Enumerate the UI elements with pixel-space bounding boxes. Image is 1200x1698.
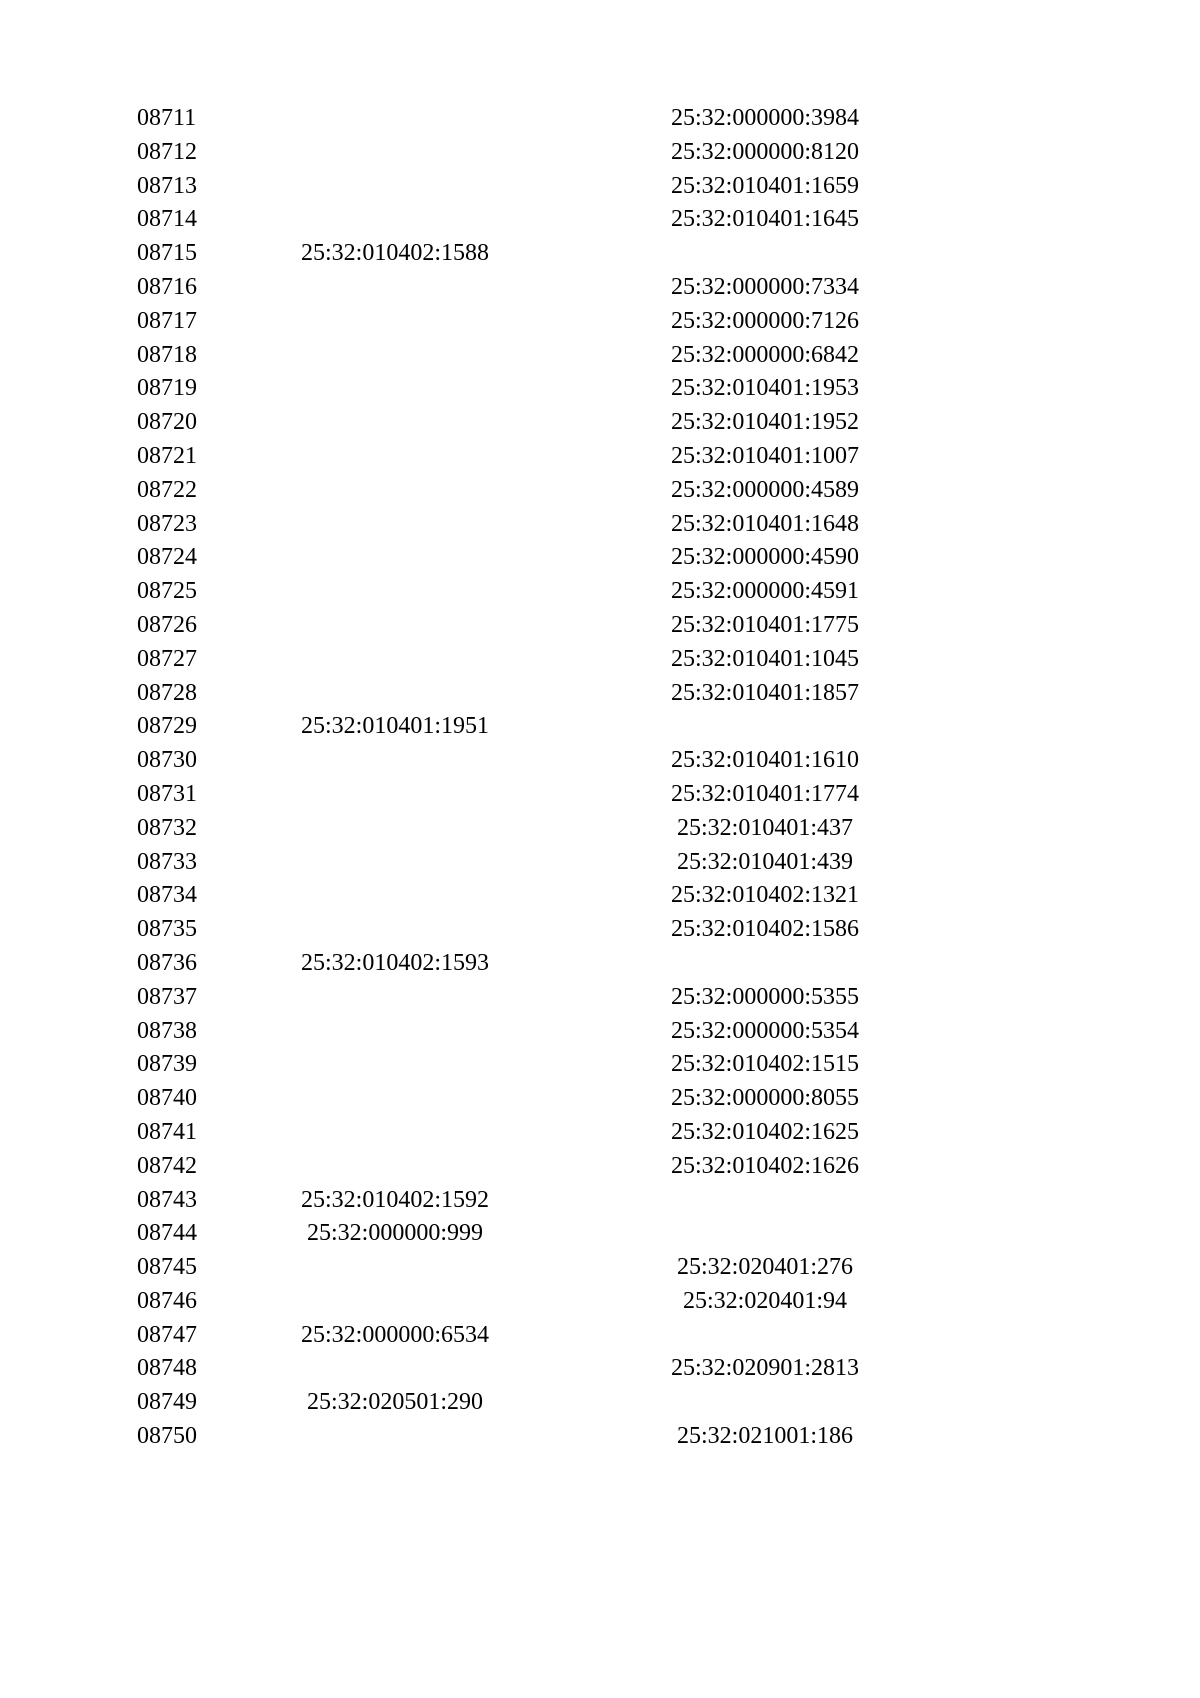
table-row: [0, 677, 1100, 711]
table-row: [0, 1082, 1100, 1116]
table-row: [0, 305, 1100, 339]
cadastral-number-column-b: 25:32:000000:5354: [670, 1017, 859, 1044]
cadastral-number-column-a: [255, 643, 535, 677]
cadastral-number-column-a: [255, 1082, 535, 1116]
row-number: 08715: [137, 240, 197, 267]
row-number: 08744: [137, 1220, 197, 1247]
cadastral-number-column-a: 25:32:010402:1588: [300, 240, 489, 267]
cadastral-number-column-a: [255, 1116, 535, 1150]
row-number: 08730: [137, 747, 197, 774]
cadastral-number-column-b: 25:32:000000:3984: [670, 105, 859, 131]
table-row: [0, 981, 1100, 1015]
row-number: 08750: [137, 1423, 197, 1450]
row-number: 08731: [137, 780, 197, 807]
table-row: [0, 744, 1100, 778]
table-row: [0, 102, 1100, 136]
cadastral-number-column-b: 25:32:010402:1586: [670, 916, 859, 943]
cadastral-number-column-b: 25:32:000000:4590: [670, 544, 859, 571]
table-row: [0, 1116, 1100, 1150]
row-number: 08737: [137, 983, 197, 1010]
cadastral-number-column-a: [255, 1251, 535, 1285]
cadastral-number-column-b: 25:32:020401:276: [676, 1254, 853, 1281]
table-row: [0, 1048, 1100, 1082]
table-row: [0, 710, 1100, 744]
row-number: 08713: [137, 172, 197, 199]
cadastral-number-column-a: [255, 879, 535, 913]
table-row: [0, 1184, 1100, 1218]
row-number: 08739: [137, 1051, 197, 1078]
row-number: 08722: [137, 476, 197, 503]
row-number: 08717: [137, 307, 197, 334]
table-row: [0, 1319, 1100, 1353]
table-row: [0, 812, 1100, 846]
table-row: [0, 879, 1100, 913]
cadastral-number-column-a: [255, 271, 535, 305]
row-number: 08723: [137, 510, 197, 537]
cadastral-number-column-a: [255, 102, 535, 136]
row-number: 08727: [137, 645, 197, 672]
cadastral-number-column-b: 25:32:000000:4591: [670, 578, 859, 605]
row-number: 08734: [137, 882, 197, 909]
row-number: 08716: [137, 273, 197, 300]
cadastral-number-column-a: [255, 1285, 535, 1319]
table-row: [0, 1420, 1100, 1454]
cadastral-number-column-b: 25:32:010401:1610: [670, 747, 859, 774]
cadastral-number-column-b: 25:32:010401:1857: [670, 679, 859, 706]
cadastral-number-column-a: [255, 305, 535, 339]
row-number: 08742: [137, 1152, 197, 1179]
cadastral-number-column-b: [620, 1217, 910, 1251]
row-number: 08749: [137, 1389, 197, 1416]
cadastral-number-column-b: 25:32:000000:7334: [670, 273, 859, 300]
cadastral-number-column-a: [255, 541, 535, 575]
cadastral-number-column-a: 25:32:000000:999: [306, 1220, 483, 1247]
table-row: [0, 339, 1100, 373]
row-number: 08740: [137, 1085, 197, 1112]
row-number: 08747: [137, 1321, 197, 1348]
cadastral-number-column-a: [255, 744, 535, 778]
cadastral-number-column-a: [255, 1150, 535, 1184]
cadastral-number-column-a: [255, 170, 535, 204]
cadastral-number-column-a: [255, 508, 535, 542]
cadastral-number-table: [0, 102, 1100, 1454]
row-number: 08743: [137, 1186, 197, 1213]
row-number: 08732: [137, 814, 197, 841]
cadastral-number-column-b: 25:32:010401:1953: [670, 375, 859, 402]
cadastral-number-column-a: [255, 812, 535, 846]
row-number: 08738: [137, 1017, 197, 1044]
row-number: 08712: [137, 138, 197, 165]
cadastral-number-column-b: [620, 710, 910, 744]
cadastral-number-column-a: [255, 677, 535, 711]
cadastral-number-column-a: [255, 339, 535, 373]
cadastral-number-column-b: 25:32:000000:8120: [670, 138, 859, 165]
cadastral-number-column-b: [620, 947, 910, 981]
cadastral-number-column-a: [255, 609, 535, 643]
table-row: [0, 1285, 1100, 1319]
cadastral-number-column-a: [255, 778, 535, 812]
table-row: [0, 474, 1100, 508]
cadastral-number-column-b: 25:32:010402:1626: [670, 1152, 859, 1179]
table-row: [0, 778, 1100, 812]
row-number: 08745: [137, 1254, 197, 1281]
cadastral-number-column-a: [255, 846, 535, 880]
cadastral-number-column-a: 25:32:010401:1951: [300, 713, 489, 740]
table-row: [0, 643, 1100, 677]
cadastral-number-column-b: 25:32:010402:1515: [670, 1051, 859, 1078]
table-row: [0, 1217, 1100, 1251]
row-number: 08733: [137, 848, 197, 875]
table-row: [0, 406, 1100, 440]
table-row: [0, 1015, 1100, 1049]
table-row: [0, 1386, 1100, 1420]
row-number: 08726: [137, 611, 197, 638]
cadastral-number-column-b: 25:32:000000:4589: [670, 476, 859, 503]
cadastral-number-column-b: 25:32:010401:1648: [670, 510, 859, 537]
cadastral-number-column-b: 25:32:010401:437: [676, 814, 853, 841]
cadastral-number-column-b: 25:32:000000:8055: [670, 1085, 859, 1112]
cadastral-number-column-a: [255, 1015, 535, 1049]
cadastral-number-column-a: [255, 1420, 535, 1454]
cadastral-number-column-b: 25:32:010401:1952: [670, 409, 859, 436]
cadastral-number-column-a: [255, 136, 535, 170]
table-row: [0, 846, 1100, 880]
cadastral-number-column-b: 25:32:021001:186: [676, 1423, 853, 1450]
table-row: [0, 136, 1100, 170]
row-number: 08729: [137, 713, 197, 740]
table-row: [0, 575, 1100, 609]
cadastral-number-column-a: 25:32:010402:1593: [300, 949, 489, 976]
table-row: [0, 1150, 1100, 1184]
table-row: [0, 947, 1100, 981]
cadastral-number-column-b: 25:32:010401:1045: [670, 645, 859, 672]
cadastral-number-column-a: [255, 474, 535, 508]
row-number: 08719: [137, 375, 197, 402]
row-number: 08725: [137, 578, 197, 605]
cadastral-number-column-a: [255, 913, 535, 947]
cadastral-number-column-a: [255, 575, 535, 609]
cadastral-number-column-b: [620, 1184, 910, 1218]
table-row: [0, 609, 1100, 643]
table-row: [0, 203, 1100, 237]
row-number: 08741: [137, 1118, 197, 1145]
cadastral-number-column-b: [620, 1386, 910, 1420]
table-row: [0, 1251, 1100, 1285]
cadastral-number-column-b: 25:32:020901:2813: [670, 1355, 859, 1382]
cadastral-number-column-a: 25:32:000000:6534: [300, 1321, 489, 1348]
table-row: [0, 508, 1100, 542]
cadastral-number-column-a: [255, 406, 535, 440]
table-row: [0, 440, 1100, 474]
cadastral-number-column-a: [255, 1048, 535, 1082]
row-number: 08748: [137, 1355, 197, 1382]
table-row: [0, 372, 1100, 406]
cadastral-number-column-b: [620, 237, 910, 271]
row-number: 08714: [137, 206, 197, 233]
row-number: 08735: [137, 916, 197, 943]
cadastral-number-column-b: 25:32:010401:1645: [670, 206, 859, 233]
cadastral-number-column-b: [620, 1319, 910, 1353]
table-row: [0, 1352, 1100, 1386]
cadastral-number-column-b: 25:32:010401:1775: [670, 611, 859, 638]
cadastral-number-column-b: 25:32:020401:94: [682, 1287, 847, 1314]
cadastral-number-column-b: 25:32:010402:1321: [670, 882, 859, 909]
row-number: 08736: [137, 949, 197, 976]
cadastral-number-column-a: 25:32:010402:1592: [300, 1186, 489, 1213]
table-row: [0, 237, 1100, 271]
cadastral-number-column-b: 25:32:000000:7126: [670, 307, 859, 334]
table-row: [0, 541, 1100, 575]
table-row: [0, 271, 1100, 305]
cadastral-number-column-a: [255, 372, 535, 406]
cadastral-number-column-b: 25:32:010402:1625: [670, 1118, 859, 1145]
cadastral-number-column-b: 25:32:010401:1774: [670, 780, 859, 807]
row-number: 08721: [137, 442, 197, 469]
table-row: [0, 913, 1100, 947]
cadastral-number-column-a: [255, 203, 535, 237]
cadastral-number-column-a: 25:32:020501:290: [306, 1389, 483, 1416]
cadastral-number-column-a: [255, 981, 535, 1015]
row-number: 08728: [137, 679, 197, 706]
cadastral-number-column-b: 25:32:010401:1659: [670, 172, 859, 199]
table-row: [0, 170, 1100, 204]
row-number: 08746: [137, 1287, 197, 1314]
row-number: 08718: [137, 341, 197, 368]
cadastral-number-column-b: 25:32:000000:6842: [670, 341, 859, 368]
row-number: 08720: [137, 409, 197, 436]
cadastral-number-column-b: 25:32:000000:5355: [670, 983, 859, 1010]
cadastral-number-column-a: [255, 1352, 535, 1386]
cadastral-number-column-b: 25:32:010401:439: [676, 848, 853, 875]
cadastral-number-column-b: 25:32:010401:1007: [670, 442, 859, 469]
row-number: 08711: [137, 105, 197, 131]
cadastral-number-column-a: [255, 440, 535, 474]
row-number: 08724: [137, 544, 197, 571]
